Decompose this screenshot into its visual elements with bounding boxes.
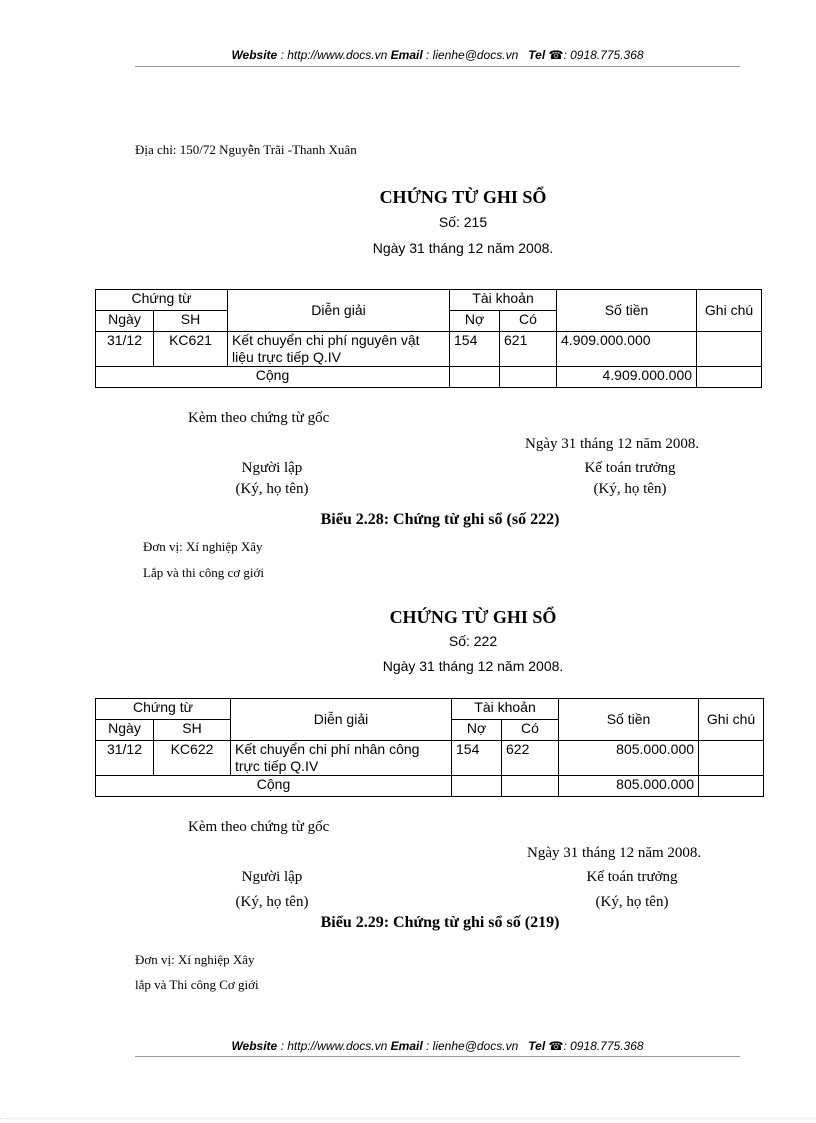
email-label: Email xyxy=(390,48,423,62)
website-label: Website xyxy=(231,48,278,62)
table-header-row xyxy=(96,290,762,311)
unit1-line1: Đơn vị: Xí nghiệp Xây xyxy=(143,539,263,554)
voucher1-table xyxy=(95,289,762,388)
voucher1-attached: Kèm theo chứng từ gốc xyxy=(188,410,330,426)
cell-ngay: 31/12 xyxy=(96,741,154,776)
total-label: Cộng xyxy=(96,367,450,388)
voucher2-table xyxy=(95,698,764,797)
cell-co: 622 xyxy=(502,741,559,776)
email-sep: : xyxy=(422,48,433,62)
voucher1-date: Ngày 31 tháng 12 năm 2008. xyxy=(372,240,554,256)
website-label: Website xyxy=(231,1039,278,1053)
cell-co: 621 xyxy=(500,332,557,367)
header-ghi-chu: Ghi chú xyxy=(699,699,764,741)
header-co: Có xyxy=(502,720,559,741)
tel-value: : 0918.775.368 xyxy=(563,48,644,62)
tel-label: Tel xyxy=(528,48,546,62)
caption-2: Biểu 2.29: Chứng từ ghi sổ số (219) xyxy=(320,914,560,931)
voucher1-sign-date: Ngày 31 tháng 12 năm 2008. xyxy=(525,436,700,452)
total-empty-note xyxy=(697,367,762,388)
header-tai-khoan: Tài khoản xyxy=(450,290,557,311)
voucher1-title: CHỨNG TỪ GHI SỔ xyxy=(379,187,547,207)
voucher2-chief-sign: (Ký, họ tên) xyxy=(595,894,669,910)
total-value: 805.000.000 xyxy=(559,776,699,797)
page-edge-line xyxy=(0,1118,816,1119)
address-line: Địa chỉ: 150/72 Nguyễn Trãi -Thanh Xuân xyxy=(135,142,357,157)
header-dien-giai: Diễn giải xyxy=(231,699,452,741)
header-co: Có xyxy=(500,311,557,332)
website-link[interactable]: http://www.docs.vn xyxy=(287,1039,388,1053)
voucher1-number: Số: 215 xyxy=(438,214,488,230)
header-divider xyxy=(135,66,740,67)
voucher2-sign-date: Ngày 31 tháng 12 năm 2008. xyxy=(527,845,702,861)
header-no: Nợ xyxy=(450,311,500,332)
cell-so-tien: 805.000.000 xyxy=(559,741,699,776)
cell-so-tien: 4.909.000.000 xyxy=(557,332,697,367)
cell-sh: KC622 xyxy=(154,741,231,776)
voucher1-chief-sign: (Ký, họ tên) xyxy=(593,481,667,497)
email-link[interactable]: lienhe@docs.vn xyxy=(432,1039,519,1053)
header-chung-tu: Chứng từ xyxy=(96,699,231,720)
cell-ghi-chu xyxy=(699,741,764,776)
voucher2-title: CHỨNG TỪ GHI SỔ xyxy=(389,607,557,627)
voucher1-preparer: Người lập xyxy=(241,460,303,476)
table-row xyxy=(96,332,762,367)
cell-sh: KC621 xyxy=(154,332,228,367)
table-total-row xyxy=(96,367,762,388)
voucher2-chief: Kế toán trưởng xyxy=(586,869,678,885)
header-chung-tu: Chứng từ xyxy=(96,290,228,311)
total-empty-note xyxy=(699,776,764,797)
unit2-line1: Đơn vị: Xí nghiệp Xây xyxy=(135,952,255,967)
total-empty-co xyxy=(500,367,557,388)
cell-dien-giai: Kết chuyển chi phí nhân công trực tiếp Q.IV xyxy=(231,741,452,776)
table-total-row xyxy=(96,776,764,797)
website-link[interactable]: http://www.docs.vn xyxy=(287,48,388,62)
table-header-row xyxy=(96,699,764,720)
cell-dien-giai: Kết chuyển chi phí nguyên vật liệu trực tiếp Q.IV xyxy=(228,332,450,367)
voucher1-preparer-sign: (Ký, họ tên) xyxy=(235,481,309,497)
header-ghi-chu: Ghi chú xyxy=(697,290,762,332)
header-sh: SH xyxy=(154,311,228,332)
header-ngay: Ngày xyxy=(96,311,154,332)
unit1-line2: Lắp và thi công cơ giới xyxy=(143,565,264,580)
cell-ghi-chu xyxy=(697,332,762,367)
tel-label: Tel xyxy=(528,1039,546,1053)
phone-icon: ☎ xyxy=(548,48,564,62)
total-empty-no xyxy=(452,776,502,797)
email-sep: : xyxy=(422,1039,433,1053)
total-empty-no xyxy=(450,367,500,388)
cell-no: 154 xyxy=(452,741,502,776)
email-link[interactable]: lienhe@docs.vn xyxy=(432,48,519,62)
voucher1-chief: Kế toán trưởng xyxy=(584,460,676,476)
tel-value: : 0918.775.368 xyxy=(563,1039,644,1053)
page-header xyxy=(135,48,740,62)
header-ngay: Ngày xyxy=(96,720,154,741)
website-sep: : xyxy=(277,1039,288,1053)
voucher2-preparer-sign: (Ký, họ tên) xyxy=(235,894,309,910)
header-sh: SH xyxy=(154,720,231,741)
unit2-line2: lắp và Thi công Cơ giới xyxy=(135,977,259,992)
footer-divider xyxy=(135,1056,740,1057)
header-so-tien: Số tiền xyxy=(557,290,697,332)
voucher2-number: Số: 222 xyxy=(448,633,498,649)
header-no: Nợ xyxy=(452,720,502,741)
voucher2-attached: Kèm theo chứng từ gốc xyxy=(188,819,330,835)
cell-no: 154 xyxy=(450,332,500,367)
header-so-tien: Số tiền xyxy=(559,699,699,741)
total-empty-co xyxy=(502,776,559,797)
cell-ngay: 31/12 xyxy=(96,332,154,367)
header-dien-giai: Diễn giải xyxy=(228,290,450,332)
header-tai-khoan: Tài khoản xyxy=(452,699,559,720)
email-label: Email xyxy=(390,1039,423,1053)
page-footer xyxy=(135,1039,740,1053)
website-sep: : xyxy=(277,48,288,62)
voucher2-date: Ngày 31 tháng 12 năm 2008. xyxy=(382,658,564,674)
total-value: 4.909.000.000 xyxy=(557,367,697,388)
table-row xyxy=(96,741,764,776)
phone-icon: ☎ xyxy=(548,1039,564,1053)
voucher2-preparer: Người lập xyxy=(241,869,303,885)
caption-1: Biểu 2.28: Chứng từ ghi sổ (số 222) xyxy=(320,511,560,528)
total-label: Cộng xyxy=(96,776,452,797)
